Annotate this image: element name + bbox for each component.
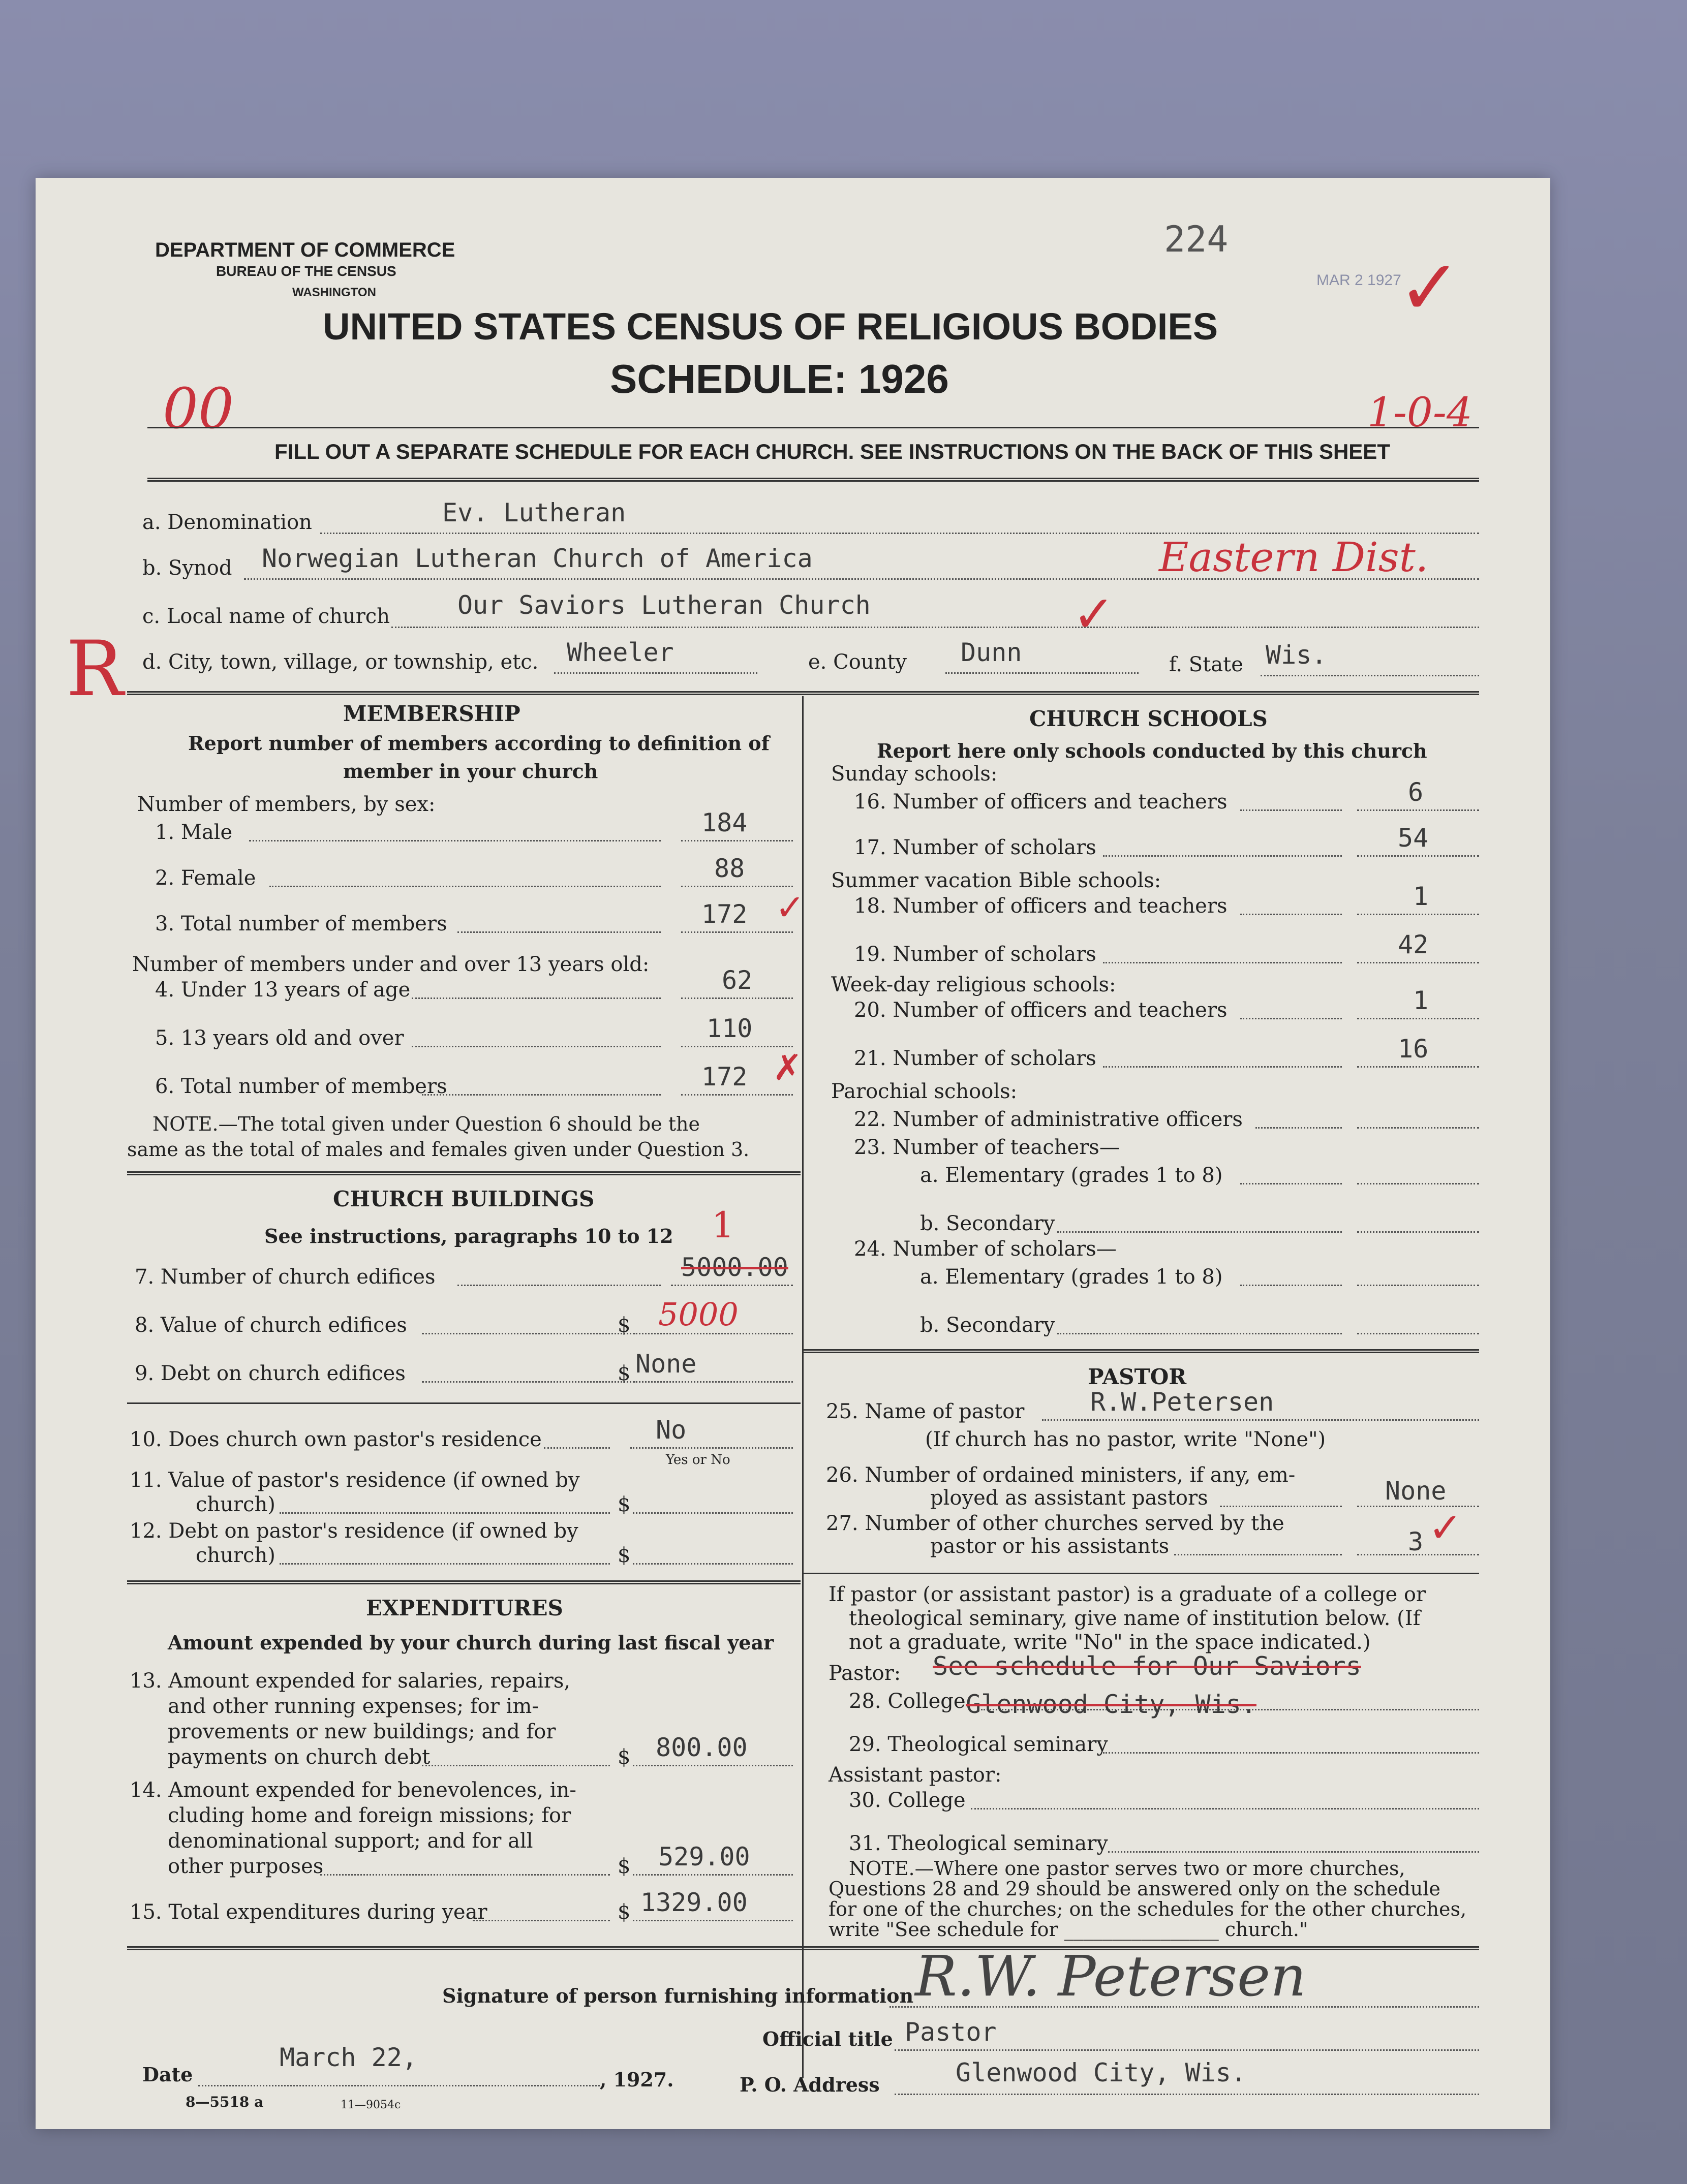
q20-line: [1240, 1018, 1342, 1019]
print-number: 11—9054c: [341, 2099, 401, 2111]
total-6-mark: ✗: [773, 1047, 803, 1088]
residence-own-value-line: [630, 1447, 793, 1449]
po-address-value: Glenwood City, Wis.: [956, 2058, 1246, 2087]
q22-value-line: [1357, 1127, 1479, 1129]
residence-value-value-line: [633, 1512, 793, 1514]
residence-own-value: No: [656, 1415, 687, 1445]
under-13-line: [412, 997, 661, 999]
edifices-debt-value-line: [633, 1381, 793, 1383]
church-name-line: [391, 627, 1479, 628]
q26-line-1: 26. Number of ordained ministers, if any, em-: [826, 1463, 1296, 1487]
edifices-count-line: [457, 1285, 661, 1286]
male-label: 1. Male: [155, 821, 233, 844]
residence-value-label-2: church): [196, 1493, 275, 1516]
county-label: e. County: [808, 650, 907, 674]
synod-label: b. Synod: [142, 556, 232, 580]
q28-label: 28. College: [849, 1690, 966, 1713]
q13-value-line: [633, 1765, 793, 1766]
q23-label: 23. Number of teachers—: [854, 1136, 1120, 1159]
po-address-line: [895, 2094, 1479, 2095]
yes-or-no-hint: Yes or No: [666, 1452, 730, 1468]
q14-line-4: other purposes: [168, 1855, 324, 1878]
total-6-line: [422, 1094, 661, 1096]
q15-value: 1329.00: [640, 1888, 748, 1917]
under-13-value-line: [681, 997, 793, 999]
q21-value-line: [1357, 1066, 1479, 1068]
q19-line: [1103, 962, 1342, 963]
q30-line: [971, 1808, 1479, 1809]
q25-line: [1042, 1419, 1479, 1421]
official-title-label: Official title: [762, 2027, 893, 2050]
q20-value-line: [1357, 1018, 1479, 1019]
pastor-note-1: NOTE.—Where one pastor serves two or more churches,: [849, 1857, 1405, 1880]
buildings-rule: [127, 1402, 801, 1404]
pastor-note-2: Questions 28 and 29 should be answered only on the schedule: [829, 1878, 1440, 1900]
q13-line-3: provements or new buildings; and for: [168, 1720, 556, 1743]
q24b-line: [1057, 1333, 1342, 1334]
q19-value: 42: [1398, 930, 1429, 959]
q25-label: 25. Name of pastor: [826, 1400, 1025, 1423]
q25-note: (If church has no pastor, write "None"): [925, 1428, 1326, 1451]
q16-line: [1240, 809, 1342, 811]
state-label: f. State: [1169, 653, 1243, 676]
pastor-see-schedule-value: See schedule for Our Saviors: [933, 1651, 1361, 1681]
residence-debt-value-line: [633, 1563, 793, 1565]
q24a-line: [1240, 1285, 1342, 1286]
q24-label: 24. Number of scholars—: [854, 1237, 1117, 1261]
q20-label: 20. Number of officers and teachers: [854, 999, 1228, 1022]
header-double-rule: [147, 478, 1479, 482]
form-title: UNITED STATES CENSUS OF RELIGIOUS BODIES: [323, 305, 1218, 348]
red-mark-right: 1-0-4: [1367, 389, 1473, 436]
q15-line: [473, 1920, 610, 1921]
denomination-value: Ev. Lutheran: [442, 498, 626, 527]
summer-schools-label: Summer vacation Bible schools:: [831, 869, 1161, 892]
check-mark: ✓: [1398, 244, 1462, 332]
total-members-6-label: 6. Total number of members: [155, 1075, 447, 1098]
date-line: [198, 2085, 600, 2086]
schedule-title: SCHEDULE: 1926: [610, 356, 949, 401]
q20-value: 1: [1413, 986, 1429, 1015]
weekday-schools-label: Week-day religious schools:: [831, 973, 1116, 996]
residence-value-label-1: 11. Value of pastor's residence (if owned by: [130, 1469, 580, 1492]
q27-line-2: pastor or his assistants: [930, 1535, 1170, 1558]
total-members-3-value: 172: [701, 899, 748, 929]
received-stamp: MAR 2 1927: [1316, 272, 1401, 289]
q16-label: 16. Number of officers and teachers: [854, 790, 1228, 814]
schools-heading: CHURCH SCHOOLS: [1029, 706, 1268, 731]
expenditures-heading: EXPENDITURES: [366, 1596, 563, 1620]
total-6-value-line: [681, 1094, 793, 1096]
by-age-label: Number of members under and over 13 years old:: [132, 953, 650, 976]
q17-value: 54: [1398, 823, 1429, 853]
q18-label: 18. Number of officers and teachers: [854, 894, 1228, 918]
total-3-line: [457, 931, 661, 933]
q31-label: 31. Theological seminary: [849, 1832, 1108, 1855]
state-line: [1261, 675, 1479, 676]
total-3-value-line: [681, 931, 793, 933]
edifices-debt-value: None: [635, 1349, 697, 1379]
under-13-label: 4. Under 13 years of age: [155, 978, 411, 1002]
membership-note-2: same as the total of males and females given under Question 3.: [127, 1138, 750, 1161]
q30-label: 30. College: [849, 1789, 966, 1812]
residence-debt-line: [280, 1563, 610, 1565]
date-year: , 1927.: [600, 2068, 674, 2091]
census-schedule-document: [36, 178, 1550, 2129]
q26-line-2: ployed as assistant pastors: [930, 1486, 1208, 1510]
date-label: Date: [142, 2063, 193, 2086]
edifices-value-line: [422, 1333, 635, 1334]
state-value: Wis.: [1266, 640, 1327, 670]
q14-value-line: [633, 1874, 793, 1876]
pastor-name-value: R.W.Petersen: [1090, 1387, 1274, 1417]
q14-line-2: cluding home and foreign missions; for: [168, 1804, 571, 1827]
q14-line-1: 14. Amount expended for benevolences, in-: [130, 1779, 576, 1802]
q21-line: [1103, 1066, 1342, 1068]
dollar-8: $: [618, 1314, 631, 1337]
county-line: [945, 672, 1139, 674]
graduate-note-3: not a graduate, write "No" in the space indicated.): [849, 1631, 1371, 1654]
dollar-14: $: [618, 1855, 631, 1878]
q17-label: 17. Number of scholars: [854, 836, 1096, 859]
synod-note: Eastern Dist.: [1159, 534, 1429, 581]
female-label: 2. Female: [155, 866, 256, 890]
pastor-rule: [803, 1573, 1479, 1574]
sunday-schools-label: Sunday schools:: [831, 762, 998, 786]
expenditures-intro: Amount expended by your church during last fiscal year: [168, 1631, 774, 1654]
q14-line: [320, 1874, 610, 1876]
form-number: 8—5518 a: [186, 2094, 264, 2110]
pastor-note-3: for one of the churches; on the schedules for the other churches,: [829, 1898, 1467, 1920]
bureau-label: BUREAU OF THE CENSUS: [216, 263, 396, 279]
residence-own-label: 10. Does church own pastor's residence: [130, 1428, 542, 1451]
q18-value-line: [1357, 914, 1479, 915]
q14-value: 529.00: [658, 1842, 750, 1871]
female-line: [269, 886, 661, 887]
q31-line: [1108, 1851, 1479, 1853]
county-value: Dunn: [961, 638, 1022, 667]
pastor-note-4: write "See schedule for ________________ church.": [829, 1918, 1308, 1941]
q13-line: [422, 1765, 610, 1766]
membership-intro-1: Report number of members according to definition of: [188, 732, 770, 755]
signature-label: Signature of person furnishing information: [442, 1984, 914, 2007]
by-sex-label: Number of members, by sex:: [137, 793, 436, 816]
dollar-12: $: [618, 1544, 631, 1567]
denomination-label: a. Denomination: [142, 511, 312, 534]
q16-value-line: [1357, 809, 1479, 811]
department-label: DEPARTMENT OF COMMERCE: [155, 239, 455, 261]
q15-value-line: [633, 1920, 793, 1921]
assistant-pastor-label: Assistant pastor:: [829, 1763, 1002, 1787]
city-label-d: d. City, town, village, or township, etc.: [142, 650, 539, 674]
expenditures-top-rule: [127, 1580, 801, 1584]
q23b-line: [1057, 1231, 1342, 1233]
q23b-label: b. Secondary: [920, 1212, 1055, 1235]
official-title-line: [895, 2049, 1479, 2051]
city-line: [554, 672, 757, 674]
total-members-6-value: 172: [701, 1062, 748, 1091]
q13-line-2: and other running expenses; for im-: [168, 1695, 539, 1718]
q24a-value-line: [1357, 1285, 1479, 1286]
graduate-note-1: If pastor (or assistant pastor) is a graduate of a college or: [829, 1583, 1426, 1606]
synod-value: Norwegian Lutheran Church of America: [262, 544, 813, 573]
male-value: 184: [701, 808, 748, 837]
dollar-15: $: [618, 1900, 631, 1924]
q18-line: [1240, 914, 1342, 915]
edifices-count-label: 7. Number of church edifices: [135, 1265, 436, 1289]
over-13-value: 110: [707, 1014, 753, 1043]
total-3-check: ✓: [775, 887, 805, 928]
q22-line: [1255, 1127, 1342, 1129]
edifices-count-value-line: [671, 1285, 793, 1286]
stamp-number: 224: [1164, 219, 1229, 260]
q26-value: None: [1385, 1476, 1447, 1506]
q29-line: [1103, 1752, 1479, 1754]
female-value: 88: [714, 854, 745, 883]
q19-label: 19. Number of scholars: [854, 943, 1096, 966]
residence-debt-label-1: 12. Debt on pastor's residence (if owned by: [130, 1519, 578, 1543]
q24b-value-line: [1357, 1333, 1479, 1334]
q29-label: 29. Theological seminary: [849, 1733, 1108, 1756]
city-value: Wheeler: [567, 638, 674, 667]
graduate-note-2: theological seminary, give name of institution below. (If: [849, 1607, 1421, 1630]
under-13-value: 62: [722, 965, 753, 995]
edifices-debt-label: 9. Debt on church edifices: [135, 1362, 406, 1385]
edifices-value-value: 5000: [658, 1296, 739, 1333]
male-line: [249, 840, 661, 841]
membership-intro-2: member in your church: [343, 760, 598, 783]
residence-own-line: [544, 1447, 610, 1449]
male-value-line: [681, 840, 793, 841]
pastor-sub-label: Pastor:: [829, 1662, 901, 1685]
edifices-red-count: 1: [712, 1204, 734, 1246]
city-label: WASHINGTON: [292, 286, 376, 299]
total-members-3-label: 3. Total number of members: [155, 912, 447, 935]
schools-bottom-rule: [803, 1349, 1479, 1353]
q26-line: [1220, 1506, 1342, 1507]
q16-value: 6: [1408, 777, 1424, 807]
instruction-line: FILL OUT A SEPARATE SCHEDULE FOR EACH CHURCH. SEE INSTRUCTIONS ON THE BACK OF THIS SHEET: [274, 440, 1390, 463]
q24b-label: b. Secondary: [920, 1314, 1055, 1337]
q17-line: [1103, 855, 1342, 857]
q27-line-1: 27. Number of other churches served by the: [826, 1512, 1284, 1535]
q28-value: Glenwood City, Wis.: [966, 1690, 1256, 1719]
dollar-11: $: [618, 1493, 631, 1516]
membership-heading: MEMBERSHIP: [343, 701, 520, 726]
header-rule: [147, 427, 1479, 428]
red-mark-r: R: [66, 625, 124, 713]
q22-label: 22. Number of administrative officers: [854, 1108, 1243, 1131]
q23a-line: [1240, 1183, 1342, 1184]
q23b-value-line: [1357, 1231, 1479, 1233]
q21-value: 16: [1398, 1034, 1429, 1064]
q14-line-3: denominational support; and for all: [168, 1829, 533, 1853]
edifices-value-label: 8. Value of church edifices: [135, 1314, 407, 1337]
q23a-label: a. Elementary (grades 1 to 8): [920, 1164, 1223, 1187]
residence-value-line: [280, 1512, 610, 1514]
church-name-value: Our Saviors Lutheran Church: [457, 590, 871, 620]
membership-note-1: NOTE.—The total given under Question 6 should be the: [152, 1113, 700, 1135]
buildings-heading: CHURCH BUILDINGS: [333, 1187, 595, 1211]
over-13-line: [412, 1046, 661, 1047]
q27-value: 3: [1408, 1527, 1424, 1556]
q27-line: [1174, 1554, 1342, 1555]
church-name-label: c. Local name of church: [142, 605, 390, 628]
q19-value-line: [1357, 962, 1479, 963]
q15-label: 15. Total expenditures during year: [130, 1900, 487, 1924]
official-title-value: Pastor: [905, 2017, 997, 2047]
parochial-schools-label: Parochial schools:: [831, 1080, 1018, 1103]
q23a-value-line: [1357, 1183, 1479, 1184]
buildings-intro: See instructions, paragraphs 10 to 12: [264, 1225, 673, 1247]
q13-value: 800.00: [656, 1733, 748, 1762]
edifices-debt-line: [422, 1381, 635, 1383]
schools-intro: Report here only schools conducted by this church: [877, 739, 1427, 762]
pastor-heading: PASTOR: [1088, 1364, 1187, 1389]
date-value: March 22,: [280, 2043, 417, 2072]
dollar-9: $: [618, 1362, 631, 1385]
po-address-label: P. O. Address: [740, 2073, 880, 2096]
q17-value-line: [1357, 855, 1479, 857]
dollar-13: $: [618, 1745, 631, 1769]
red-mark-left: 00: [163, 376, 234, 441]
over-13-label: 5. 13 years old and over: [155, 1026, 404, 1050]
signature: R.W. Petersen: [915, 1944, 1306, 2009]
edifices-count-value: 5000.00: [681, 1253, 788, 1282]
edifices-value-value-line: [633, 1333, 793, 1334]
q21-label: 21. Number of scholars: [854, 1047, 1096, 1070]
q24a-label: a. Elementary (grades 1 to 8): [920, 1265, 1223, 1289]
church-check-mark: ✓: [1072, 584, 1115, 644]
q13-line-1: 13. Amount expended for salaries, repairs,: [130, 1669, 571, 1693]
membership-rule: [127, 1171, 801, 1175]
q13-line-4: payments on church debt: [168, 1745, 431, 1769]
q18-value: 1: [1413, 882, 1429, 911]
q27-check: ✓: [1428, 1504, 1463, 1551]
residence-debt-label-2: church): [196, 1544, 275, 1567]
ident-double-rule: [127, 691, 1479, 695]
